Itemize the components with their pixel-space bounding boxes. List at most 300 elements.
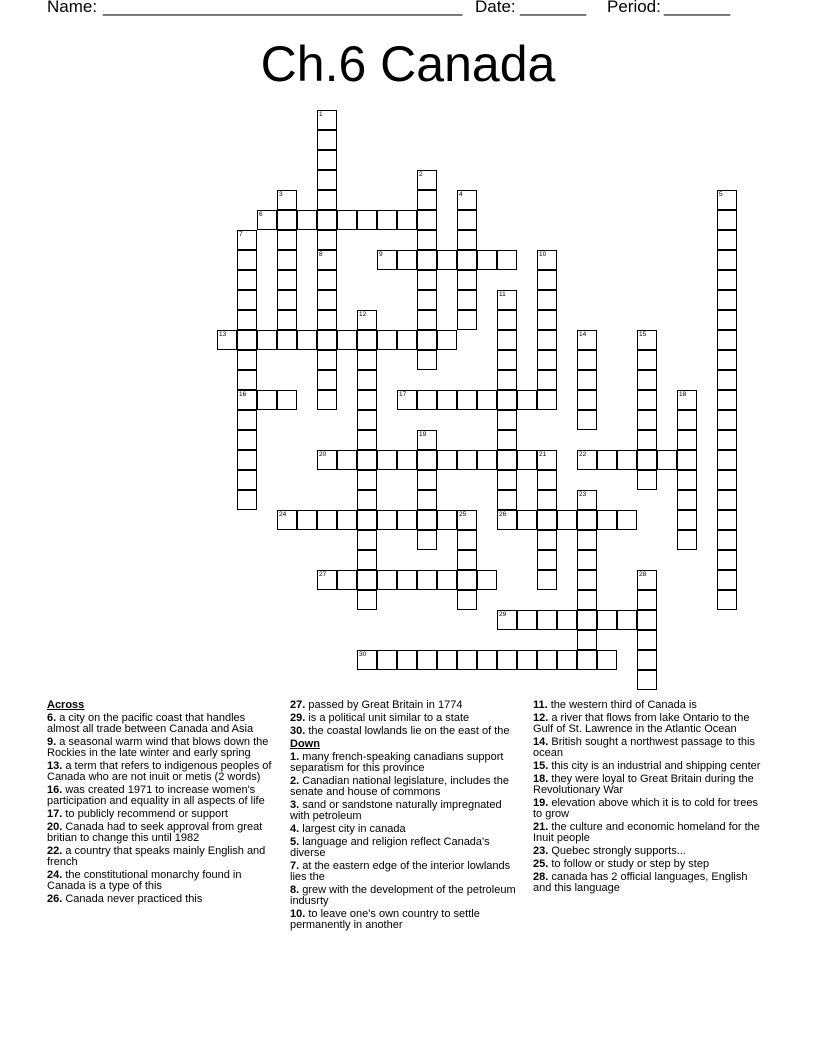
grid-cell[interactable] bbox=[317, 230, 337, 250]
grid-cell[interactable] bbox=[457, 210, 477, 230]
grid-cell[interactable] bbox=[537, 330, 557, 350]
clue-number: 11 bbox=[499, 291, 506, 298]
grid-cell[interactable] bbox=[637, 430, 657, 450]
grid-cell[interactable] bbox=[357, 590, 377, 610]
grid-cell[interactable] bbox=[317, 370, 337, 390]
grid-cell[interactable] bbox=[397, 450, 417, 470]
grid-cell[interactable] bbox=[337, 330, 357, 350]
grid-cell[interactable] bbox=[417, 230, 437, 250]
clue-item-number: 7. bbox=[290, 860, 300, 872]
grid-cell[interactable] bbox=[577, 550, 597, 570]
clue-number: 6 bbox=[259, 211, 263, 218]
grid-cell[interactable] bbox=[717, 330, 737, 350]
grid-cell[interactable] bbox=[337, 510, 357, 530]
grid-cell[interactable] bbox=[457, 270, 477, 290]
date-field[interactable]: _______ bbox=[520, 0, 587, 16]
clue-item-text: the western third of Canada is bbox=[547, 699, 697, 711]
grid-cell[interactable] bbox=[417, 190, 437, 210]
grid-cell[interactable] bbox=[317, 150, 337, 170]
grid-cell[interactable] bbox=[417, 350, 437, 370]
grid-cell[interactable] bbox=[357, 550, 377, 570]
grid-cell[interactable] bbox=[677, 470, 697, 490]
clue-column-3 bbox=[533, 700, 768, 896]
clue-item-text: the coastal lowlands lie on the east of the bbox=[305, 725, 510, 737]
clue-item-text: a term that refers to indigenous peoples of Canada who are not inuit or metis (2 words) bbox=[47, 760, 272, 783]
grid-cell[interactable] bbox=[257, 210, 277, 230]
grid-cell[interactable] bbox=[237, 250, 257, 270]
clue-item bbox=[47, 809, 275, 820]
grid-cell[interactable] bbox=[317, 110, 337, 130]
grid-cell[interactable] bbox=[637, 470, 657, 490]
grid-cell[interactable] bbox=[577, 410, 597, 430]
grid-cell[interactable] bbox=[617, 610, 637, 630]
clue-item-number: 9. bbox=[47, 736, 57, 748]
grid-cell[interactable] bbox=[317, 350, 337, 370]
clue-item-number: 12. bbox=[533, 712, 549, 724]
clue-number: 24 bbox=[279, 511, 287, 518]
clue-item-text: language and religion reflect Canada's diverse bbox=[290, 836, 490, 859]
grid-cell[interactable] bbox=[537, 510, 557, 530]
clue-number: 12 bbox=[359, 311, 367, 318]
grid-cell[interactable] bbox=[377, 570, 397, 590]
grid-cell[interactable] bbox=[457, 390, 477, 410]
grid-cell[interactable] bbox=[317, 130, 337, 150]
clue-item-number: 5. bbox=[290, 836, 300, 848]
grid-cell[interactable] bbox=[237, 390, 257, 410]
grid-cell[interactable] bbox=[317, 510, 337, 530]
grid-cell[interactable] bbox=[497, 510, 517, 530]
grid-cell[interactable] bbox=[377, 330, 397, 350]
grid-cell[interactable] bbox=[537, 270, 557, 290]
grid-cell[interactable] bbox=[457, 510, 477, 530]
grid-cell[interactable] bbox=[537, 570, 557, 590]
grid-cell[interactable] bbox=[417, 290, 437, 310]
grid-cell[interactable] bbox=[237, 370, 257, 390]
grid-cell[interactable] bbox=[717, 550, 737, 570]
grid-cell[interactable] bbox=[417, 470, 437, 490]
grid-cell[interactable] bbox=[357, 530, 377, 550]
clue-item-text: sand or sandstone naturally impregnated with petroleum bbox=[290, 799, 502, 822]
clue-item-text: the constitutional monarchy found in Canada is a type of this bbox=[47, 869, 242, 892]
grid-cell[interactable] bbox=[417, 530, 437, 550]
clue-number: 13 bbox=[219, 331, 227, 338]
grid-cell[interactable] bbox=[317, 210, 337, 230]
grid-cell[interactable] bbox=[417, 170, 437, 190]
grid-cell[interactable] bbox=[397, 210, 417, 230]
grid-cell[interactable] bbox=[457, 550, 477, 570]
grid-cell[interactable] bbox=[457, 230, 477, 250]
grid-cell[interactable] bbox=[317, 330, 337, 350]
grid-cell[interactable] bbox=[457, 530, 477, 550]
grid-cell[interactable] bbox=[597, 650, 617, 670]
grid-cell[interactable] bbox=[717, 190, 737, 210]
grid-cell[interactable] bbox=[357, 470, 377, 490]
grid-cell[interactable] bbox=[517, 390, 537, 410]
grid-cell[interactable] bbox=[237, 330, 257, 350]
period-field[interactable]: _______ bbox=[664, 0, 731, 16]
grid-cell[interactable] bbox=[417, 390, 437, 410]
grid-cell[interactable] bbox=[277, 330, 297, 350]
clue-number: 9 bbox=[379, 251, 383, 258]
grid-cell[interactable] bbox=[437, 650, 457, 670]
grid-cell[interactable] bbox=[717, 590, 737, 610]
down-heading: Down bbox=[290, 738, 320, 750]
clue-number: 16 bbox=[239, 391, 247, 398]
grid-cell[interactable] bbox=[497, 350, 517, 370]
grid-cell[interactable] bbox=[397, 330, 417, 350]
grid-cell[interactable] bbox=[437, 250, 457, 270]
clue-item-number: 14. bbox=[533, 736, 549, 748]
grid-cell[interactable] bbox=[537, 550, 557, 570]
grid-cell[interactable] bbox=[577, 650, 597, 670]
grid-cell[interactable] bbox=[677, 530, 697, 550]
clue-item-number: 22. bbox=[47, 845, 63, 857]
grid-cell[interactable] bbox=[557, 510, 577, 530]
grid-cell[interactable] bbox=[437, 390, 457, 410]
grid-cell[interactable] bbox=[277, 310, 297, 330]
clue-item-text: many french-speaking canadians support separatism for this province bbox=[290, 751, 504, 774]
grid-cell[interactable] bbox=[717, 410, 737, 430]
grid-cell[interactable] bbox=[297, 210, 317, 230]
grid-cell[interactable] bbox=[317, 310, 337, 330]
grid-cell[interactable] bbox=[577, 630, 597, 650]
clue-number: 30 bbox=[359, 651, 367, 658]
clue-item-text: they were loyal to Great Britain during the Revolutionary War bbox=[533, 773, 754, 796]
grid-cell[interactable] bbox=[397, 510, 417, 530]
clue-item-number: 19. bbox=[533, 797, 549, 809]
grid-cell[interactable] bbox=[597, 510, 617, 530]
grid-cell[interactable] bbox=[297, 510, 317, 530]
grid-cell[interactable] bbox=[237, 450, 257, 470]
grid-cell[interactable] bbox=[337, 210, 357, 230]
grid-cell[interactable] bbox=[357, 570, 377, 590]
clue-item-number: 26. bbox=[47, 893, 63, 905]
grid-cell[interactable] bbox=[497, 470, 517, 490]
grid-cell[interactable] bbox=[477, 390, 497, 410]
grid-cell[interactable] bbox=[257, 390, 277, 410]
clue-item bbox=[533, 846, 768, 857]
clue-item-text: Canada never practiced this bbox=[62, 893, 203, 905]
grid-cell[interactable] bbox=[417, 490, 437, 510]
grid-cell[interactable] bbox=[637, 570, 657, 590]
grid-cell[interactable] bbox=[357, 410, 377, 430]
grid-cell[interactable] bbox=[637, 350, 657, 370]
grid-cell[interactable] bbox=[437, 570, 457, 590]
grid-cell[interactable] bbox=[537, 490, 557, 510]
grid-cell[interactable] bbox=[677, 390, 697, 410]
grid-cell[interactable] bbox=[597, 450, 617, 470]
clue-item bbox=[290, 752, 518, 774]
grid-cell[interactable] bbox=[637, 670, 657, 690]
grid-cell[interactable] bbox=[377, 650, 397, 670]
clue-item-number: 11. bbox=[533, 699, 548, 711]
name-field[interactable]: ______________________________________ bbox=[103, 0, 463, 16]
grid-cell[interactable] bbox=[357, 350, 377, 370]
grid-cell[interactable] bbox=[577, 450, 597, 470]
grid-cell[interactable] bbox=[637, 650, 657, 670]
clue-item-text: grew with the development of the petroleum indusrty bbox=[290, 884, 516, 907]
grid-cell[interactable] bbox=[277, 230, 297, 250]
grid-cell[interactable] bbox=[637, 370, 657, 390]
grid-cell[interactable] bbox=[477, 450, 497, 470]
grid-cell[interactable] bbox=[497, 250, 517, 270]
clue-item bbox=[290, 861, 518, 883]
grid-cell[interactable] bbox=[717, 390, 737, 410]
grid-cell[interactable] bbox=[537, 390, 557, 410]
grid-cell[interactable] bbox=[557, 610, 577, 630]
clue-item bbox=[533, 713, 768, 735]
grid-cell[interactable] bbox=[537, 350, 557, 370]
grid-cell[interactable] bbox=[577, 390, 597, 410]
grid-cell[interactable] bbox=[577, 370, 597, 390]
grid-cell[interactable] bbox=[457, 450, 477, 470]
grid-cell[interactable] bbox=[277, 290, 297, 310]
grid-cell[interactable] bbox=[497, 490, 517, 510]
clue-number: 21 bbox=[539, 451, 547, 458]
grid-cell[interactable] bbox=[397, 570, 417, 590]
grid-cell[interactable] bbox=[717, 530, 737, 550]
clue-item bbox=[47, 737, 275, 759]
grid-cell[interactable] bbox=[317, 170, 337, 190]
grid-cell[interactable] bbox=[237, 230, 257, 250]
grid-cell[interactable] bbox=[577, 570, 597, 590]
grid-cell[interactable] bbox=[657, 450, 677, 470]
grid-cell[interactable] bbox=[357, 490, 377, 510]
grid-cell[interactable] bbox=[317, 570, 337, 590]
grid-cell[interactable] bbox=[277, 250, 297, 270]
grid-cell[interactable] bbox=[497, 390, 517, 410]
grid-cell[interactable] bbox=[237, 410, 257, 430]
grid-cell[interactable] bbox=[577, 610, 597, 630]
grid-cell[interactable] bbox=[557, 650, 577, 670]
grid-cell[interactable] bbox=[537, 530, 557, 550]
grid-cell[interactable] bbox=[237, 290, 257, 310]
grid-cell[interactable] bbox=[237, 470, 257, 490]
grid-cell[interactable] bbox=[537, 610, 557, 630]
grid-cell[interactable] bbox=[477, 570, 497, 590]
grid-cell[interactable] bbox=[457, 190, 477, 210]
grid-cell[interactable] bbox=[357, 450, 377, 470]
grid-cell[interactable] bbox=[497, 650, 517, 670]
grid-cell[interactable] bbox=[417, 570, 437, 590]
grid-cell[interactable] bbox=[357, 330, 377, 350]
date-label: Date: bbox=[475, 0, 516, 16]
clue-item bbox=[47, 846, 275, 868]
grid-cell[interactable] bbox=[237, 430, 257, 450]
grid-cell[interactable] bbox=[357, 510, 377, 530]
grid-cell[interactable] bbox=[497, 310, 517, 330]
grid-cell[interactable] bbox=[677, 430, 697, 450]
grid-cell[interactable] bbox=[477, 250, 497, 270]
grid-cell[interactable] bbox=[457, 290, 477, 310]
grid-cell[interactable] bbox=[577, 350, 597, 370]
grid-cell[interactable] bbox=[637, 330, 657, 350]
grid-cell[interactable] bbox=[717, 350, 737, 370]
clue-item bbox=[47, 894, 275, 905]
grid-cell[interactable] bbox=[677, 450, 697, 470]
clue-item-text: is a political unit similar to a state bbox=[305, 712, 470, 724]
grid-cell[interactable] bbox=[717, 230, 737, 250]
grid-cell[interactable] bbox=[497, 450, 517, 470]
grid-cell[interactable] bbox=[437, 330, 457, 350]
clue-column-1 bbox=[47, 700, 275, 907]
grid-cell[interactable] bbox=[397, 250, 417, 270]
clue-item-text: to publicly recommend or support bbox=[62, 808, 228, 820]
grid-cell[interactable] bbox=[317, 270, 337, 290]
grid-cell[interactable] bbox=[717, 370, 737, 390]
grid-cell[interactable] bbox=[237, 270, 257, 290]
grid-cell[interactable] bbox=[537, 250, 557, 270]
grid-cell[interactable] bbox=[577, 510, 597, 530]
grid-cell[interactable] bbox=[417, 250, 437, 270]
grid-cell[interactable] bbox=[417, 650, 437, 670]
grid-cell[interactable] bbox=[717, 450, 737, 470]
grid-cell[interactable] bbox=[717, 210, 737, 230]
grid-cell[interactable] bbox=[457, 590, 477, 610]
grid-cell[interactable] bbox=[577, 530, 597, 550]
grid-cell[interactable] bbox=[357, 310, 377, 330]
grid-cell[interactable] bbox=[297, 330, 317, 350]
clue-item-number: 18. bbox=[533, 773, 549, 785]
grid-cell[interactable] bbox=[517, 650, 537, 670]
grid-cell[interactable] bbox=[577, 490, 597, 510]
clue-item bbox=[290, 700, 518, 711]
grid-cell[interactable] bbox=[277, 390, 297, 410]
clue-item-number: 15. bbox=[533, 760, 549, 772]
grid-cell[interactable] bbox=[237, 490, 257, 510]
grid-cell[interactable] bbox=[577, 330, 597, 350]
grid-cell[interactable] bbox=[537, 450, 557, 470]
grid-cell[interactable] bbox=[717, 510, 737, 530]
grid-cell[interactable] bbox=[717, 470, 737, 490]
grid-cell[interactable] bbox=[457, 570, 477, 590]
grid-cell[interactable] bbox=[537, 290, 557, 310]
grid-cell[interactable] bbox=[637, 390, 657, 410]
grid-cell[interactable] bbox=[397, 390, 417, 410]
grid-cell[interactable] bbox=[337, 450, 357, 470]
grid-cell[interactable] bbox=[717, 270, 737, 290]
clue-item-number: 10. bbox=[290, 908, 306, 920]
grid-cell[interactable] bbox=[517, 510, 537, 530]
grid-cell[interactable] bbox=[237, 310, 257, 330]
grid-cell[interactable] bbox=[517, 450, 537, 470]
grid-cell[interactable] bbox=[577, 590, 597, 610]
clue-number: 4 bbox=[459, 191, 463, 198]
clue-number: 27 bbox=[319, 571, 327, 578]
grid-cell[interactable] bbox=[437, 450, 457, 470]
clue-number: 3 bbox=[279, 191, 283, 198]
grid-cell[interactable] bbox=[257, 330, 277, 350]
clue-item bbox=[290, 713, 518, 724]
grid-cell[interactable] bbox=[317, 190, 337, 210]
grid-cell[interactable] bbox=[317, 290, 337, 310]
clue-item bbox=[533, 774, 768, 796]
grid-cell[interactable] bbox=[717, 250, 737, 270]
grid-cell[interactable] bbox=[677, 410, 697, 430]
grid-cell[interactable] bbox=[717, 430, 737, 450]
grid-cell[interactable] bbox=[277, 210, 297, 230]
grid-cell[interactable] bbox=[417, 310, 437, 330]
grid-cell[interactable] bbox=[417, 210, 437, 230]
grid-cell[interactable] bbox=[317, 250, 337, 270]
grid-cell[interactable] bbox=[637, 590, 657, 610]
grid-cell[interactable] bbox=[237, 350, 257, 370]
grid-cell[interactable] bbox=[717, 290, 737, 310]
grid-cell[interactable] bbox=[497, 410, 517, 430]
grid-cell[interactable] bbox=[437, 510, 457, 530]
grid-cell[interactable] bbox=[417, 430, 437, 450]
grid-cell[interactable] bbox=[377, 210, 397, 230]
grid-cell[interactable] bbox=[497, 370, 517, 390]
grid-cell[interactable] bbox=[357, 390, 377, 410]
grid-cell[interactable] bbox=[637, 610, 657, 630]
grid-cell[interactable] bbox=[357, 650, 377, 670]
grid-cell[interactable] bbox=[397, 650, 417, 670]
grid-cell[interactable] bbox=[457, 310, 477, 330]
grid-cell[interactable] bbox=[677, 490, 697, 510]
clue-item-text: this city is an industrial and shipping center bbox=[548, 760, 761, 772]
clue-number: 8 bbox=[319, 251, 323, 258]
grid-cell[interactable] bbox=[497, 330, 517, 350]
grid-cell[interactable] bbox=[537, 310, 557, 330]
clue-number: 7 bbox=[239, 231, 243, 238]
grid-cell[interactable] bbox=[417, 330, 437, 350]
grid-cell[interactable] bbox=[277, 270, 297, 290]
clue-item-number: 8. bbox=[290, 884, 300, 896]
grid-cell[interactable] bbox=[337, 570, 357, 590]
grid-cell[interactable] bbox=[357, 430, 377, 450]
grid-cell[interactable] bbox=[217, 330, 237, 350]
grid-cell[interactable] bbox=[417, 510, 437, 530]
grid-cell[interactable] bbox=[457, 650, 477, 670]
grid-cell[interactable] bbox=[417, 450, 437, 470]
grid-cell[interactable] bbox=[497, 430, 517, 450]
grid-cell[interactable] bbox=[617, 450, 637, 470]
grid-cell[interactable] bbox=[537, 370, 557, 390]
clue-item-text: a city on the pacific coast that handles almost all trade between Canada and Asia bbox=[47, 712, 254, 735]
grid-cell[interactable] bbox=[317, 450, 337, 470]
grid-cell[interactable] bbox=[537, 470, 557, 490]
clue-item bbox=[47, 822, 275, 844]
clue-item-text: a seasonal warm wind that blows down the Rockies in the late winter and early spring bbox=[47, 736, 269, 759]
grid-cell[interactable] bbox=[457, 250, 477, 270]
grid-cell[interactable] bbox=[637, 450, 657, 470]
grid-cell[interactable] bbox=[717, 570, 737, 590]
grid-cell[interactable] bbox=[517, 610, 537, 630]
grid-cell[interactable] bbox=[377, 510, 397, 530]
grid-cell[interactable] bbox=[497, 290, 517, 310]
grid-cell[interactable] bbox=[277, 510, 297, 530]
grid-cell[interactable] bbox=[537, 650, 557, 670]
grid-cell[interactable] bbox=[637, 410, 657, 430]
grid-cell[interactable] bbox=[417, 270, 437, 290]
grid-cell[interactable] bbox=[637, 630, 657, 650]
grid-cell[interactable] bbox=[377, 250, 397, 270]
grid-cell[interactable] bbox=[717, 310, 737, 330]
grid-cell[interactable] bbox=[377, 450, 397, 470]
grid-cell[interactable] bbox=[677, 510, 697, 530]
grid-cell[interactable] bbox=[357, 370, 377, 390]
grid-cell[interactable] bbox=[357, 210, 377, 230]
grid-cell[interactable] bbox=[617, 510, 637, 530]
grid-cell[interactable] bbox=[497, 610, 517, 630]
grid-cell[interactable] bbox=[277, 190, 297, 210]
grid-cell[interactable] bbox=[717, 490, 737, 510]
grid-cell[interactable] bbox=[597, 610, 617, 630]
grid-cell[interactable] bbox=[477, 650, 497, 670]
clue-number: 10 bbox=[539, 251, 547, 258]
grid-cell[interactable] bbox=[317, 390, 337, 410]
